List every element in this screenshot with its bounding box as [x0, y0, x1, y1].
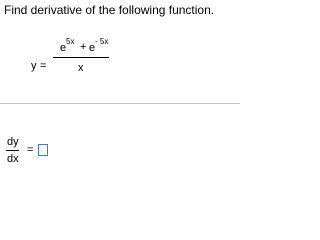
numerator-term1-base: e: [60, 42, 67, 54]
numerator-term2-base: e: [89, 42, 96, 54]
derivative-fraction-bar: [6, 150, 19, 151]
function-equals-sign: =: [40, 60, 47, 72]
numerator-operator: +: [80, 41, 87, 53]
question-title: Find derivative of the following function.: [4, 3, 215, 17]
numerator-term2-exponent: - 5x: [95, 37, 109, 46]
fraction-bar: [53, 57, 109, 58]
numerator-term1-exponent: 5x: [66, 37, 75, 46]
answer-input[interactable]: [38, 144, 48, 156]
fraction-denominator: x: [78, 62, 84, 74]
function-lhs: y: [31, 60, 37, 72]
fraction-numerator: [60, 38, 110, 54]
answer-equals-sign: =: [27, 144, 34, 156]
derivative-denominator: dx: [7, 153, 19, 165]
derivative-numerator: dy: [7, 136, 19, 148]
section-divider: [0, 103, 240, 104]
